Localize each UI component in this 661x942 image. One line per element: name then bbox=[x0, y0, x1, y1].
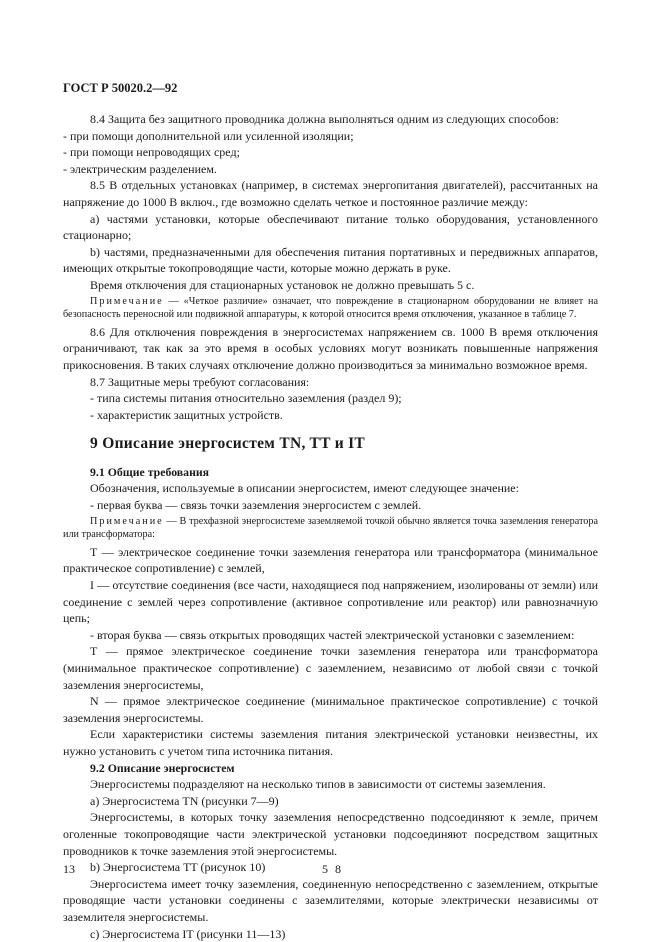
page-number: 13 bbox=[63, 862, 75, 877]
paragraph: I — отсутствие соединения (все части, находящиеся под напряжением, изолированы от земли) или соединение с землей через сопротивление (активное сопротивление или реактор) или равнозначную цепь; bbox=[63, 577, 598, 627]
footer-code: 5 8 bbox=[322, 862, 343, 877]
note-text: — «Четкое различие» означает, что повреждение в стационарном оборудовании не влияет на безопасность переносной или подвижной аппаратуры, к которой относится время отключения, указанное в таблице 7. bbox=[63, 296, 598, 321]
list-item: - электрическим разделением. bbox=[63, 161, 598, 178]
paragraph: с) Энергосистема IT (рисунки 11—13) bbox=[63, 926, 598, 942]
paragraph: N — прямое электрическое соединение (минимальное практическое сопротивление) с точкой заземления энергосистемы. bbox=[63, 693, 598, 726]
list-item: - вторая буква — связь открытых проводящих частей электрической установки с заземлением: bbox=[63, 627, 598, 644]
paragraph: а) частями установки, которые обеспечивают питание только оборудования, установленного стационарно; bbox=[63, 211, 598, 244]
list-item: - первая буква — связь точки заземления энергосистем с землей. bbox=[63, 497, 598, 514]
paragraph: Время отключения для стационарных установок не должно превышать 5 с. bbox=[63, 277, 598, 294]
paragraph: Энергосистемы подразделяют на несколько типов в зависимости от системы заземления. bbox=[63, 776, 598, 793]
subsection-heading: 9.1 Общие требования bbox=[63, 464, 598, 481]
note-text: — В трехфазной энергосистеме заземляемой точкой обычно является точка заземления генератора или трансформатора: bbox=[63, 516, 598, 541]
list-item: - типа системы питания относительно заземления (раздел 9); bbox=[63, 390, 598, 407]
paragraph: Т — электрическое соединение точки заземления генератора или трансформатора (минимальное практическое сопротивление) с землей, bbox=[63, 544, 598, 577]
paragraph: 8.5 В отдельных установках (например, в системах энергопитания двигателей), рассчитанных на напряжение до 1000 В включ., где возможно сделать четкое и постоянное различие между: bbox=[63, 177, 598, 210]
document-header: ГОСТ Р 50020.2—92 bbox=[63, 81, 177, 96]
paragraph: а) Энергосистема TN (рисунки 7—9) bbox=[63, 793, 598, 810]
list-item: - при помощи непроводящих сред; bbox=[63, 144, 598, 161]
paragraph: Энергосистемы, в которых точку заземления непосредственно подсоединяют к земле, причем оголенные токопроводящие части электрической установки подсоединяют посредством защитных проводников к точке заземления этой энергосистемы. bbox=[63, 809, 598, 859]
note bbox=[63, 515, 598, 542]
note bbox=[63, 295, 598, 322]
list-item: - при помощи дополнительной или усиленной изоляции; bbox=[63, 128, 598, 145]
subsection-heading: 9.2 Описание энергосистем bbox=[63, 760, 598, 777]
paragraph: 8.4 Защита без защитного проводника должна выполняться одним из следующих способов: bbox=[63, 111, 598, 128]
paragraph: 8.6 Для отключения повреждения в энергосистемах напряжением св. 1000 В время отключения ограничивают, так как за это время в особых условиях могут возникать повышенные напряжения прикосновения. В таких случаях отключение должно производиться за минимально возможное время. bbox=[63, 324, 598, 374]
document-body bbox=[63, 111, 598, 942]
paragraph: Т — прямое электрическое соединение точки заземления генератора или трансформатора (минимальное практическое сопротивление) с заземлением, независимо от любой связи с точкой заземления энергосистемы, bbox=[63, 643, 598, 693]
paragraph: Энергосистема имеет точку заземления, соединенную непосредственно с заземлением, открытые проводящие части установки соединены с заземлителями, которые электрически независимы от заземлителя энергосистемы. bbox=[63, 876, 598, 926]
paragraph: 8.7 Защитные меры требуют согласования: bbox=[63, 374, 598, 391]
note-label: Примечание bbox=[90, 296, 164, 307]
note-label: Примечание bbox=[90, 516, 164, 527]
paragraph: Если характеристики системы заземления питания электрической установки неизвестны, их нужно установить с учетом типа источника питания. bbox=[63, 726, 598, 759]
paragraph: Обозначения, используемые в описании энергосистем, имеют следующее значение: bbox=[63, 480, 598, 497]
paragraph: b) Энергосистема TT (рисунок 10) bbox=[63, 859, 598, 876]
section-heading: 9 Описание энергосистем TN, TT и IT bbox=[90, 436, 598, 453]
list-item: - характеристик защитных устройств. bbox=[63, 407, 598, 424]
paragraph: b) частями, предназначенными для обеспечения питания портативных и передвижных аппаратов, имеющих открытые токопроводящие части, которые можно держать в руке. bbox=[63, 244, 598, 277]
